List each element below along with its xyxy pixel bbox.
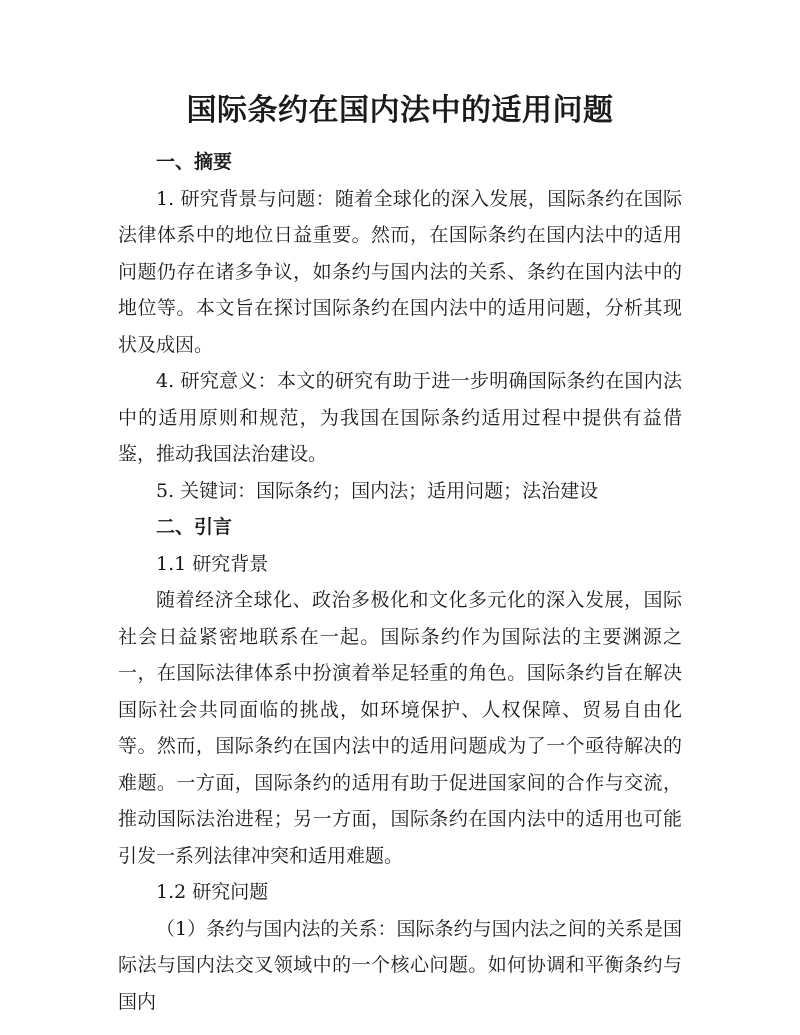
subheading-research-background: 1.1 研究背景 <box>156 552 269 575</box>
section-heading-abstract: 一、摘要 <box>156 151 233 173</box>
paragraph-research-background: 随着经济全球化、政治多极化和文化多元化的深入发展，国际社会日益紧密地联系在一起。国际条约作为国际法的主要渊源之一，在国际法律体系中扮演着举足轻重的角色。国际条约旨在解决国际社会共同面临的挑战，如环境保护、人权保障、贸易自由化等。然而，国际条约在国内法中的适用问题成为了一个亟待解决的难题。一方面，国际条约的适用有助于促进国家间的合作与交流，推动国际法治进程；另一方面，国际条约在国内法中的适用也可能引发一系列法律冲突和适用难题。 <box>118 589 682 867</box>
paragraph-background: 1. 研究背景与问题：随着全球化的深入发展，国际条约在国际法律体系中的地位日益重要。然而，在国际条约在国内法中的适用问题仍存在诸多争议，如条约与国内法的关系、条约在国内法中的地位等。本文旨在探讨国际条约在国内法中的适用问题，分析其现状及成因。 <box>118 187 682 356</box>
paragraph-significance: 4. 研究意义：本文的研究有助于进一步明确国际条约在国内法中的适用原则和规范，为我国在国际条约适用过程中提供有益借鉴，推动我国法治建设。 <box>118 370 682 465</box>
subheading-research-questions: 1.2 研究问题 <box>156 881 269 903</box>
paragraph-research-question-1: （1）条约与国内法的关系：国际条约与国内法之间的关系是国际法与国内法交叉领域中的一个核心问题。如何协调和平衡条约与国内 <box>118 917 682 1013</box>
section-heading-introduction: 二、引言 <box>156 516 233 538</box>
document-title: 国际条约在国内法中的适用问题 <box>186 93 614 128</box>
paragraph-keywords: 5. 关键词：国际条约；国内法；适用问题；法治建设 <box>156 479 599 502</box>
document-body <box>118 144 682 1020</box>
